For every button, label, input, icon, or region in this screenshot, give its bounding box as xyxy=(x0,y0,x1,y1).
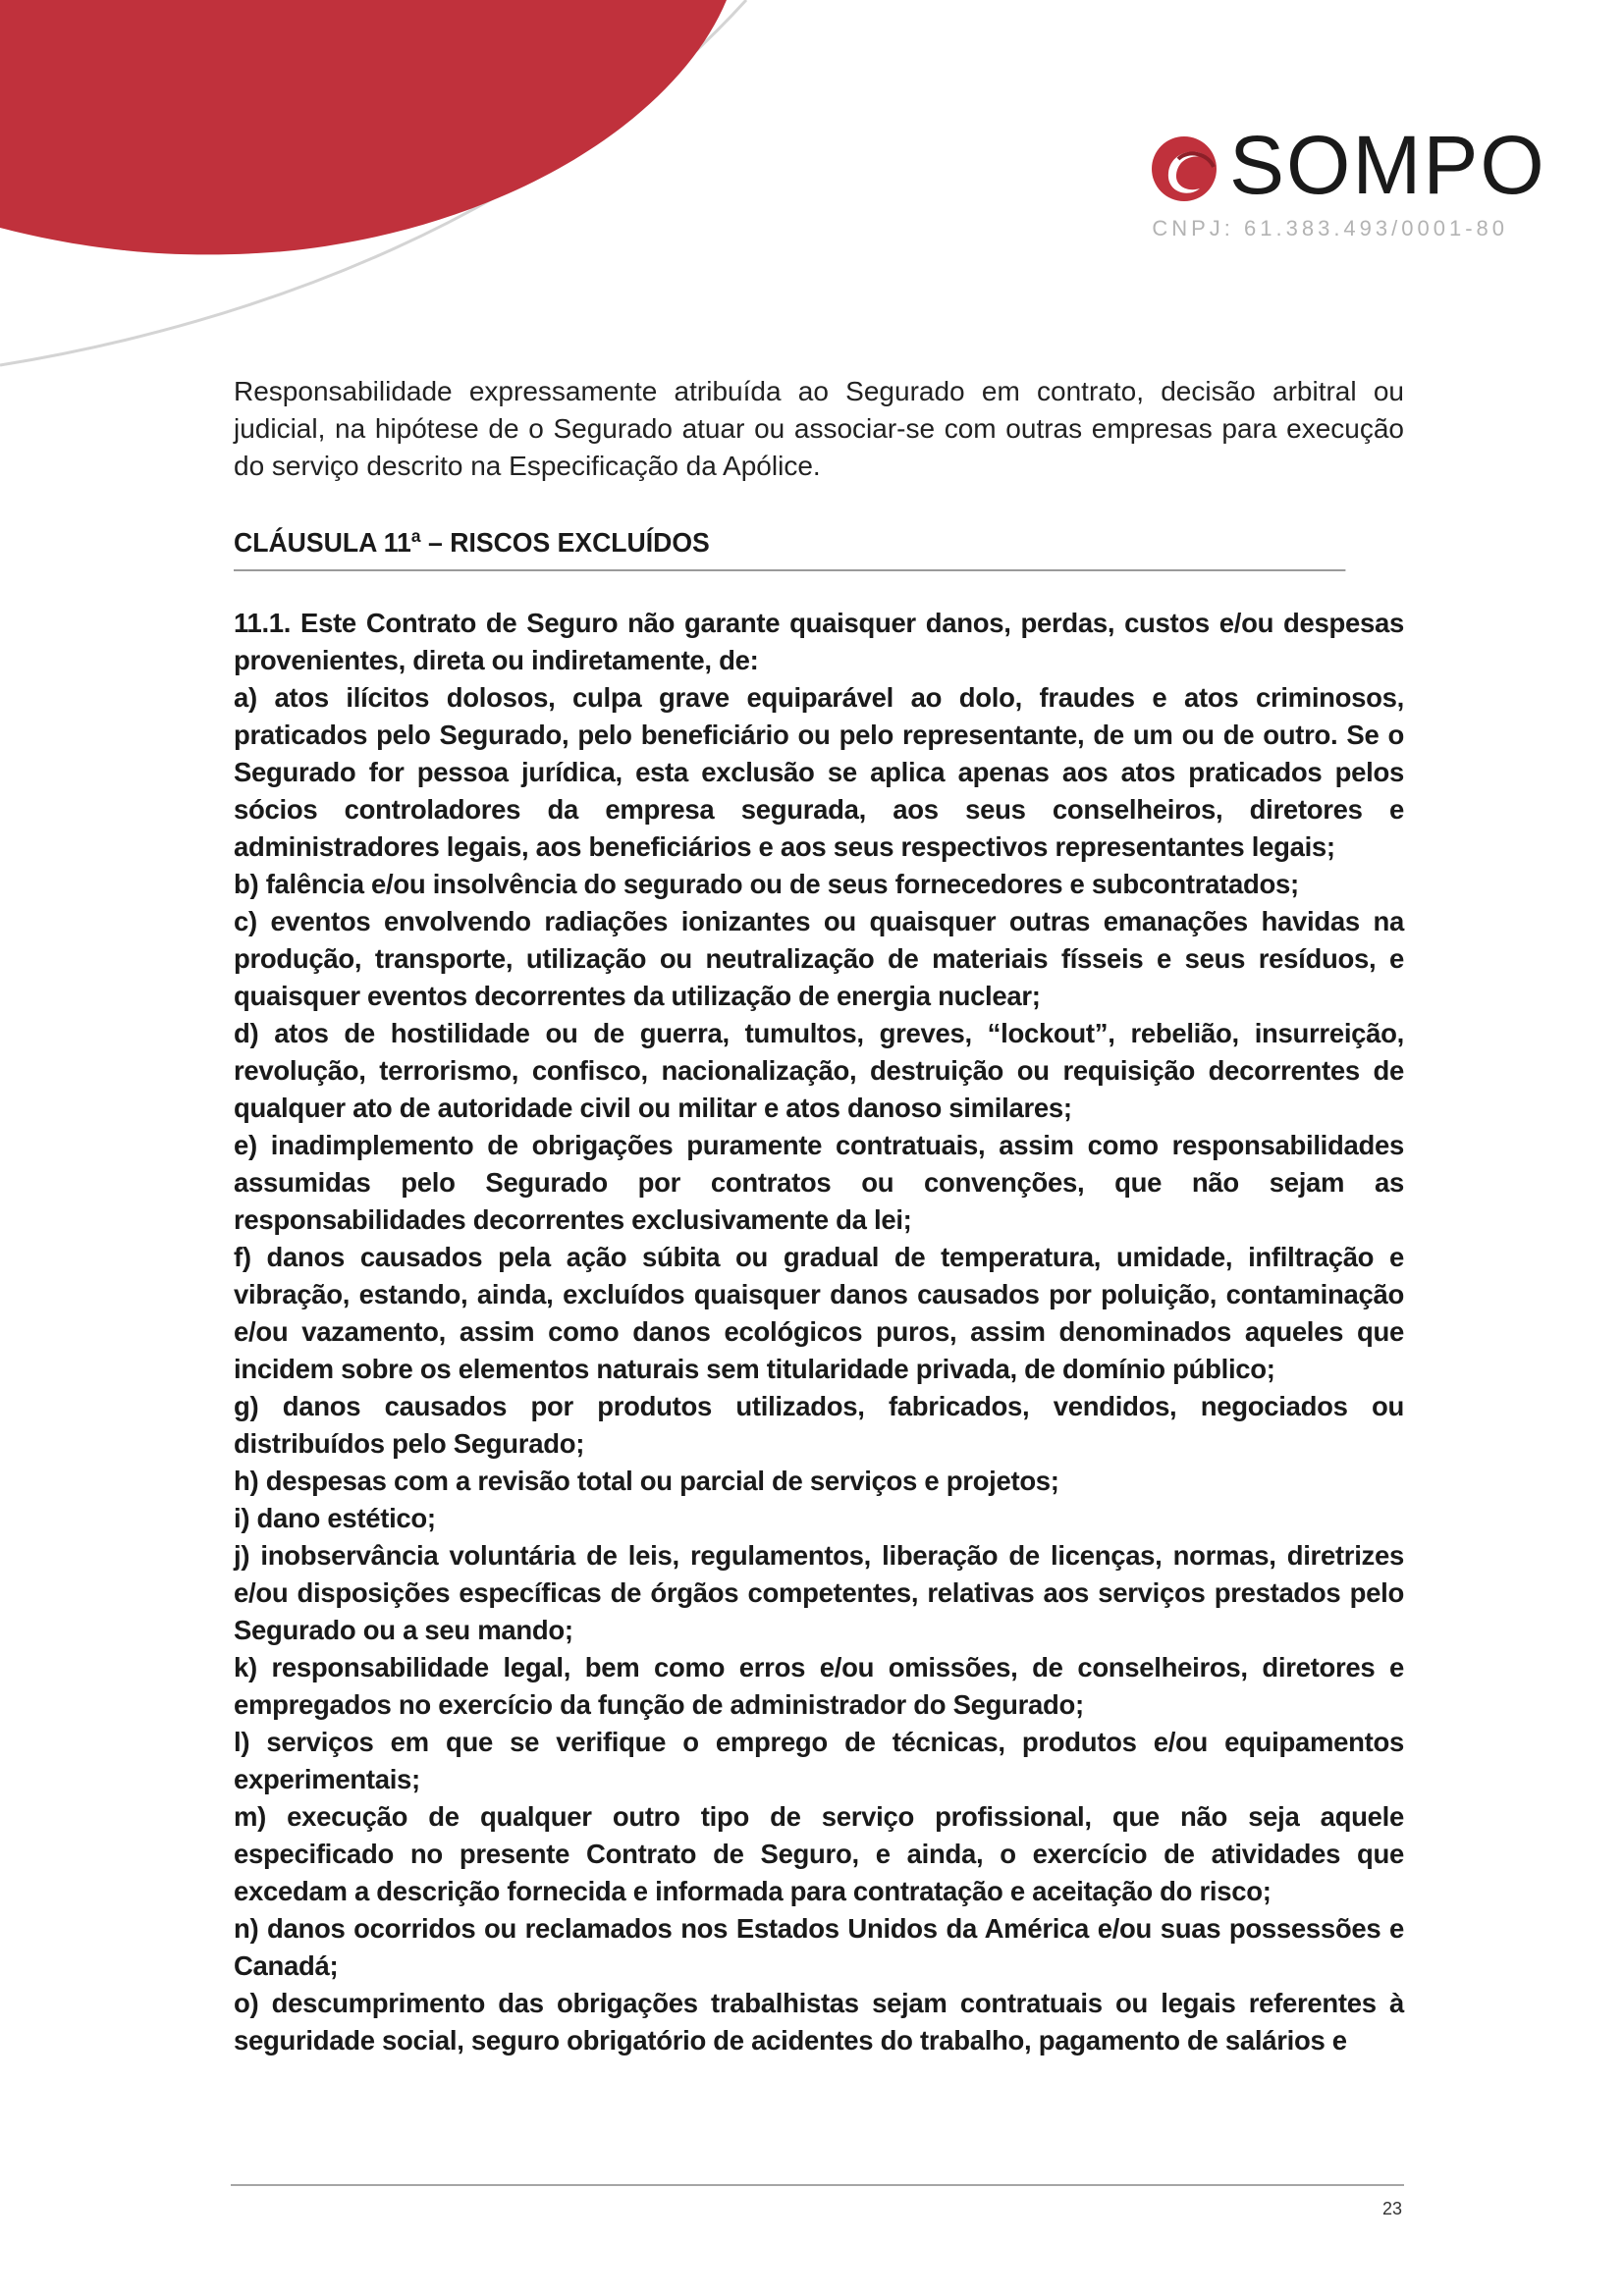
clause-intro: 11.1. Este Contrato de Seguro não garante quaisquer danos, perdas, custos e/ou despesas provenientes, direta ou indiretamente, de: xyxy=(234,608,1404,675)
exclusion-item-n: n) danos ocorridos ou reclamados nos Estados Unidos da América e/ou suas possessões e Canadá; xyxy=(234,1913,1404,1981)
exclusion-item-k: k) responsabilidade legal, bem como erros e/ou omissões, de conselheiros, diretores e empregados no exercício da função de administrador do Segurado; xyxy=(234,1652,1404,1720)
exclusion-item-f: f) danos causados pela ação súbita ou gradual de temperatura, umidade, infiltração e vibração, estando, ainda, excluídos quaisquer danos causados por poluição, contaminação e/ou vazamento, assim como danos ecológicos puros, assim denominados aqueles que incidem sobre os elementos naturais sem titularidade privada, de domínio público; xyxy=(234,1242,1404,1384)
exclusion-item-h: h) despesas com a revisão total ou parcial de serviços e projetos; xyxy=(234,1466,1059,1496)
intro-paragraph: Responsabilidade expressamente atribuída ao Segurado em contrato, decisão arbitral ou judicial, na hipótese de o Segurado atuar ou associar-se com outras empresas para execução do serviço descrito na Especificação da Apólice. xyxy=(234,376,1404,481)
exclusion-item-a: a) atos ilícitos dolosos, culpa grave equiparável ao dolo, fraudes e atos criminosos, praticados pelo Segurado, pelo beneficiário ou pelo representante, de um ou de outro. Se o Segurado for pessoa jurídica, esta exclusão se aplica apenas aos atos praticados pelos sócios controladores da empresa segurada, aos seus conselheiros, diretores e administradores legais, aos beneficiários e aos seus respectivos representantes legais; xyxy=(234,682,1404,862)
exclusion-item-o: o) descumprimento das obrigações trabalhistas sejam contratuais ou legais referentes à seguridade social, seguro obrigatório de acidentes do trabalho, pagamento de salários e xyxy=(234,1988,1404,2056)
footer-divider xyxy=(231,2184,1404,2186)
exclusion-item-g: g) danos causados por produtos utilizados, fabricados, vendidos, negociados ou distribuídos pelo Segurado; xyxy=(234,1391,1404,1459)
exclusion-item-m: m) execução de qualquer outro tipo de serviço profissional, que não seja aquele especificado no presente Contrato de Seguro, e ainda, o exercício de atividades que excedam a descrição fornecida e informada para contratação e aceitação do risco; xyxy=(234,1801,1404,1906)
exclusions-list xyxy=(234,605,1404,2059)
exclusion-item-d: d) atos de hostilidade ou de guerra, tumultos, greves, “lockout”, rebelião, insurreição, revolução, terrorismo, confisco, nacionalização, destruição ou requisição decorrentes de qualquer ato de autoridade civil ou militar e atos danoso similares; xyxy=(234,1018,1404,1123)
cnpj-text: CNPJ: 61.383.493/0001-80 xyxy=(1152,216,1508,240)
document-body xyxy=(234,373,1404,2059)
red-curve-shape xyxy=(0,0,727,254)
exclusion-item-i: i) dano estético; xyxy=(234,1503,436,1533)
sompo-swirl-icon xyxy=(1149,130,1225,206)
exclusion-item-b: b) falência e/ou insolvência do segurado ou de seus fornecedores e subcontratados; xyxy=(234,869,1299,899)
exclusion-item-e: e) inadimplemento de obrigações puramente contratuais, assim como responsabilidades assumidas pelo Segurado por contratos ou convenções, que não sejam as responsabilidades decorrentes exclusivamente da lei; xyxy=(234,1130,1404,1235)
page-number: 23 xyxy=(1381,2199,1402,2218)
exclusion-item-j: j) inobservância voluntária de leis, regulamentos, liberação de licenças, normas, diretrizes e/ou disposições específicas de órgãos competentes, relativas aos serviços prestados pelo Segurado ou a seu mando; xyxy=(234,1540,1404,1645)
clause-heading: CLÁUSULA 11ª – RISCOS EXCLUÍDOS xyxy=(234,524,1345,571)
exclusion-item-l: l) serviços em que se verifique o emprego de técnicas, produtos e/ou equipamentos experimentais; xyxy=(234,1727,1404,1794)
brand-name: SOMPO xyxy=(1229,119,1546,211)
company-logo xyxy=(1139,119,1546,247)
exclusion-item-c: c) eventos envolvendo radiações ionizantes ou quaisquer outras emanações havidas na produção, transporte, utilização ou neutralização de materiais físseis e seus resíduos, e quaisquer eventos decorrentes da utilização de energia nuclear; xyxy=(234,906,1404,1011)
